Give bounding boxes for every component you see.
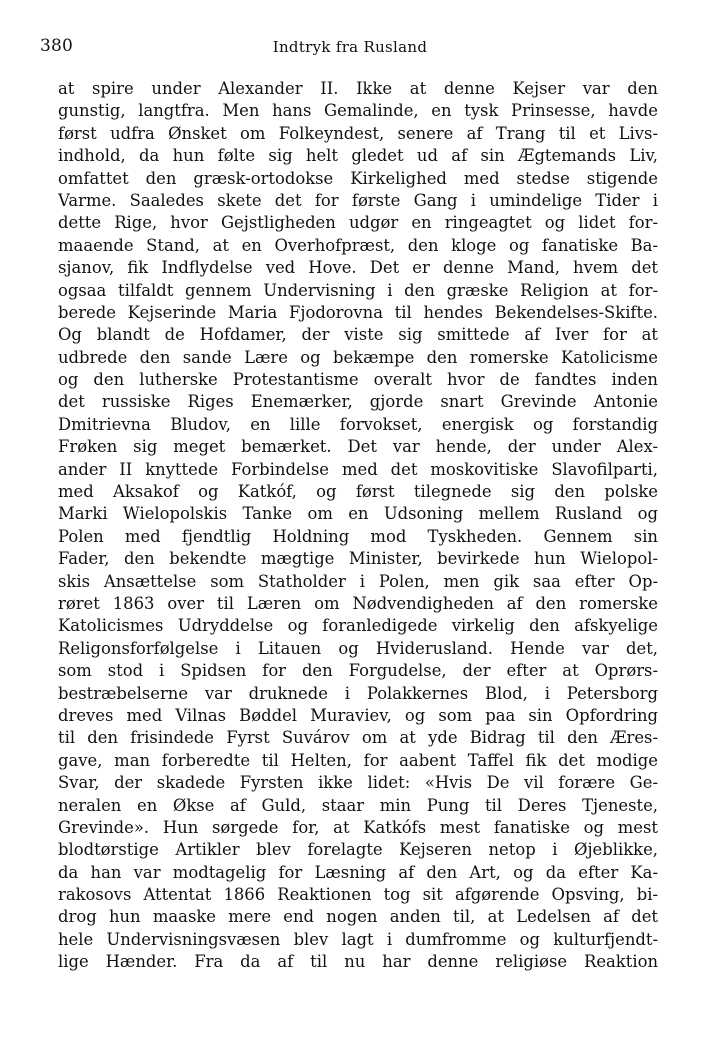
text-line: maaende Stand, at en Overhofpræst, den kloge og fanatiske Ba-: [58, 235, 658, 255]
text-line: Religonsforfølgelse i Litauen og Hviderusland. Hende var det,: [58, 638, 658, 658]
text-line: omfattet den græsk-ortodokse Kirkelighed med stedse stigende: [58, 168, 658, 188]
text-line: med Aksakof og Katkóf, og først tilegnede sig den polske: [58, 482, 658, 502]
text-line: da han var modtagelig for Læsning af den Art, og da efter Ka-: [58, 862, 658, 882]
text-line: røret 1863 over til Læren om Nødvendigheden af den romerske: [58, 593, 658, 613]
page-header: [40, 36, 660, 60]
running-title: Indtryk fra Rusland: [272, 38, 428, 56]
text-line: ander II knyttede Forbindelse med det moskovitiske Slavofilparti,: [58, 459, 658, 479]
text-line: Og blandt de Hofdamer, der viste sig smittede af Iver for at: [58, 325, 658, 345]
text-line: sjanov, fik Indflydelse ved Hove. Det er denne Mand, hvem det: [58, 258, 658, 278]
text-line: lige Hænder. Fra da af til nu har denne religiøse Reaktion: [58, 952, 658, 972]
text-line: Varme. Saaledes skete det for første Gang i umindelige Tider i: [58, 190, 658, 210]
text-line: gave, man forberedte til Helten, for aabent Taffel fik det modige: [58, 750, 658, 770]
text-line: Marki Wielopolskis Tanke om en Udsoning mellem Rusland og: [58, 504, 658, 524]
text-line: til den frisindede Fyrst Suvárov om at yde Bidrag til den Æres-: [58, 728, 658, 748]
text-line: rakosovs Attentat 1866 Reaktionen tog sit afgørende Opsving, bi-: [58, 885, 658, 905]
body-text: [58, 78, 658, 974]
text-line: hele Undervisningsvæsen blev lagt i dumfromme og kulturfjendt-: [58, 929, 658, 949]
text-line: dreves med Vilnas Bøddel Muraviev, og som paa sin Opfordring: [58, 705, 658, 725]
text-line: Polen med fjendtlig Holdning mod Tyskheden. Gennem sin: [58, 526, 658, 546]
text-line: Katolicismes Udryddelse og foranledigede virkelig den afskyelige: [58, 616, 658, 636]
text-line: Dmitrievna Bludov, en lille forvokset, energisk og forstandig: [58, 414, 658, 434]
text-line: berede Kejserinde Maria Fjodorovna til hendes Bekendelses-Skifte.: [58, 302, 658, 322]
text-line: bestræbelserne var druknede i Polakkernes Blod, i Petersborg: [58, 683, 658, 703]
text-line: det russiske Riges Enemærker, gjorde snart Grevinde Antonie: [58, 392, 658, 412]
text-line: blodtørstige Artikler blev forelagte Kejseren netop i Øjeblikke,: [58, 840, 658, 860]
text-line: Svar, der skadede Fyrsten ikke lidet: «Hvis De vil forære Ge-: [58, 773, 658, 793]
text-line: drog hun maaske mere end nogen anden til, at Ledelsen af det: [58, 907, 658, 927]
text-line: Grevinde». Hun sørgede for, at Katkófs mest fanatiske og mest: [58, 817, 658, 837]
text-line: som stod i Spidsen for den Forgudelse, der efter at Oprørs-: [58, 661, 658, 681]
text-line: skis Ansættelse som Statholder i Polen, men gik saa efter Op-: [58, 571, 658, 591]
text-line: Frøken sig meget bemærket. Det var hende, der under Alex-: [58, 437, 658, 457]
page-number: 380: [40, 36, 74, 56]
text-line: indhold, da hun følte sig helt gledet ud af sin Ægtemands Liv,: [58, 146, 658, 166]
text-line: Fader, den bekendte mægtige Minister, bevirkede hun Wielopol-: [58, 549, 658, 569]
text-line: først udfra Ønsket om Folkeyndest, senere af Trang til et Livs-: [58, 123, 658, 143]
text-line: dette Rige, hvor Gejstligheden udgør en ringeagtet og lidet for-: [58, 213, 658, 233]
text-line: udbrede den sande Lære og bekæmpe den romerske Katolicisme: [58, 347, 658, 367]
text-line: neralen en Økse af Guld, staar min Pung til Deres Tjeneste,: [58, 795, 658, 815]
text-line: og den lutherske Protestantisme overalt hvor de fandtes inden: [58, 370, 658, 390]
text-line: gunstig, langtfra. Men hans Gemalinde, en tysk Prinsesse, havde: [58, 101, 658, 121]
text-line: at spire under Alexander II. Ikke at denne Kejser var den: [58, 79, 658, 98]
text-line: ogsaa tilfaldt gennem Undervisning i den græske Religion at for-: [58, 280, 658, 300]
